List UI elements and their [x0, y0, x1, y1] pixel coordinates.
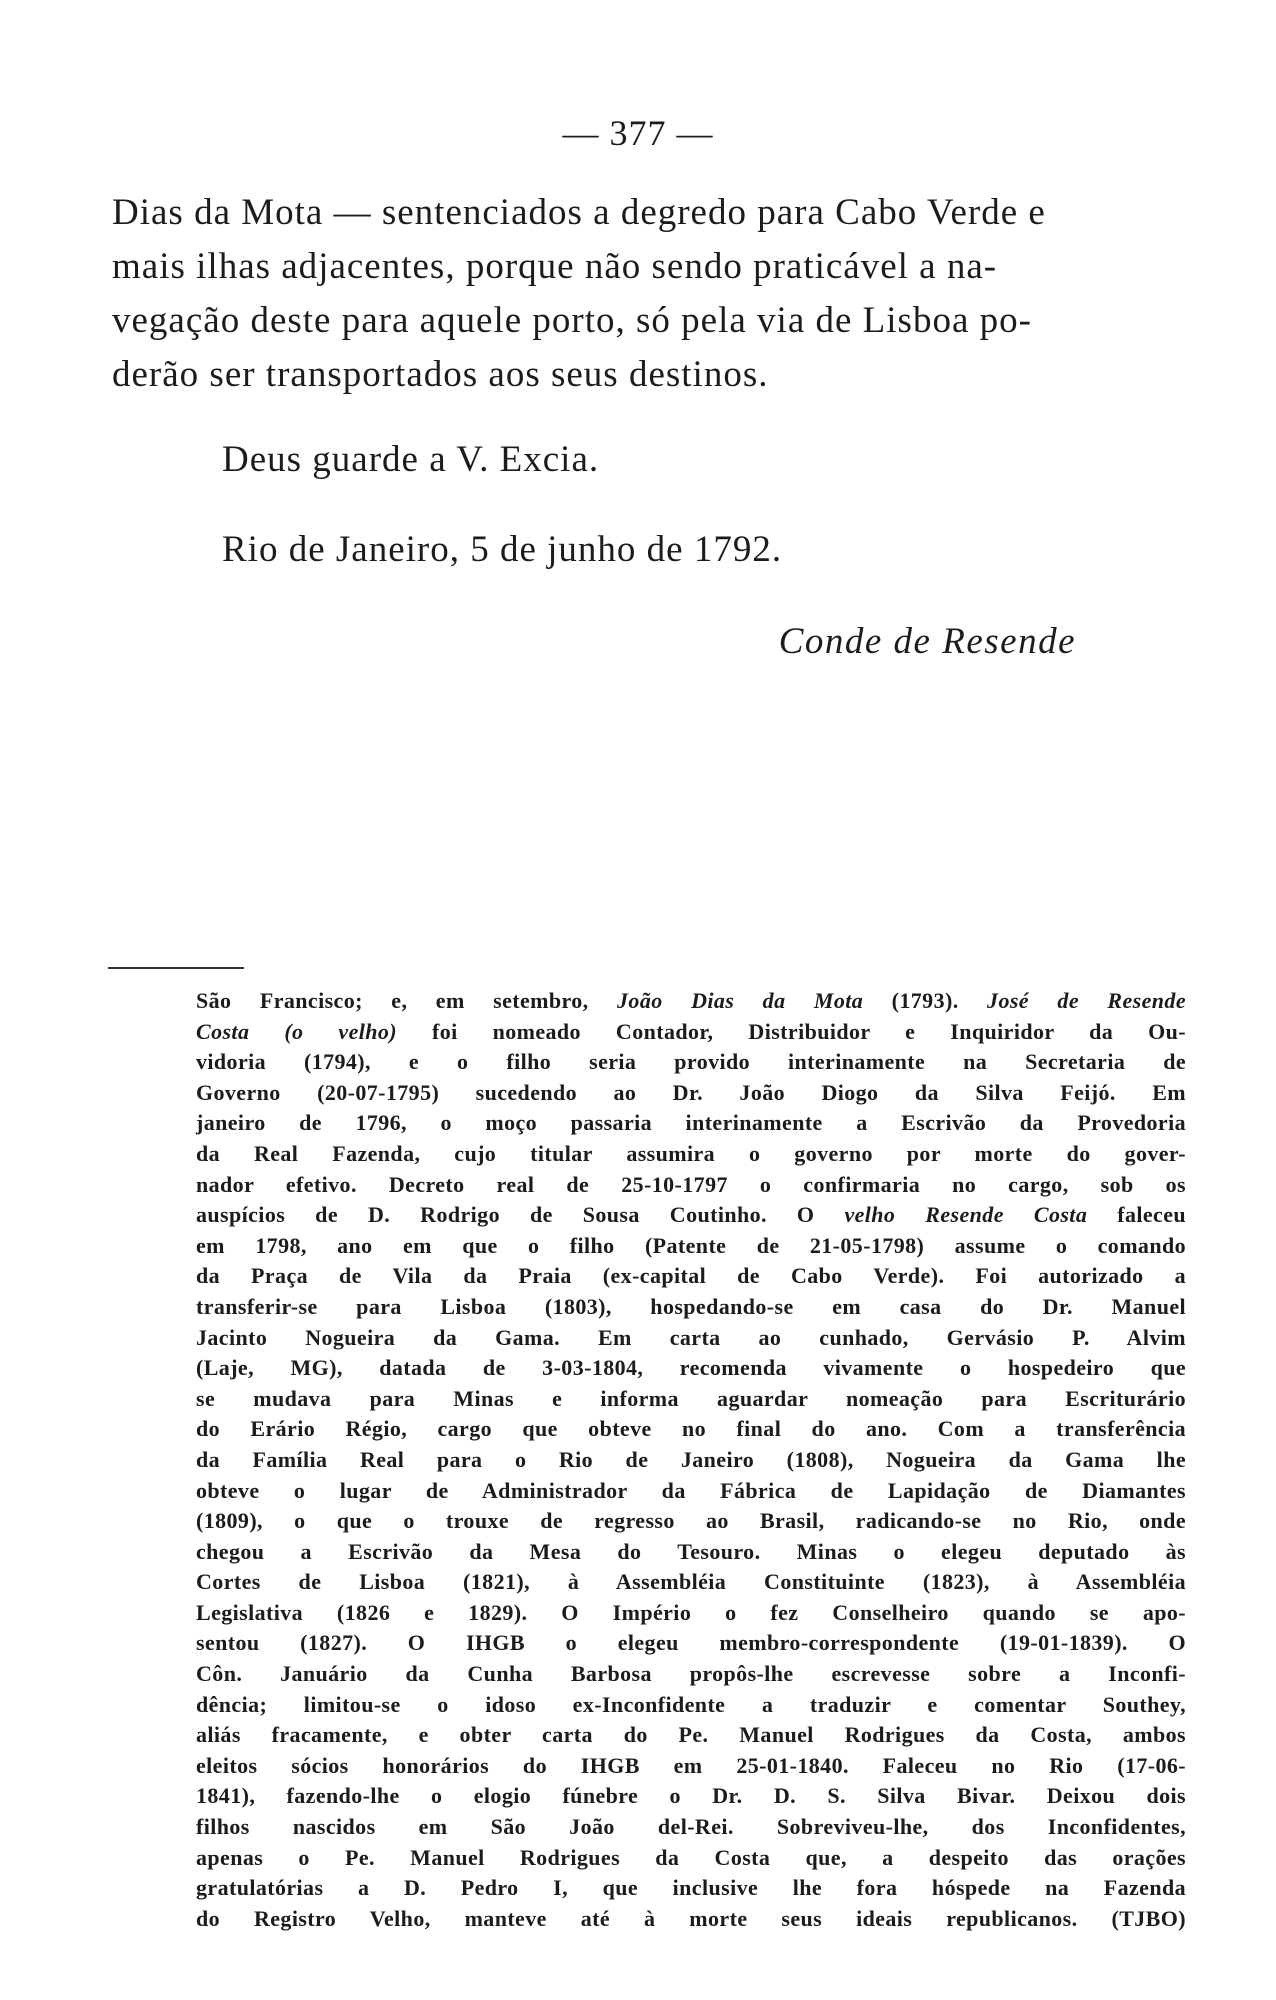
footnote-line: [196, 1659, 1186, 1690]
footnote-separator: [108, 967, 244, 969]
footnote-text: eleitos sócios honorários do IHGB em 25-01-1840. Faleceu no Rio (17-06-: [196, 1752, 1186, 1778]
footnote-text: filhos nascidos em São João del-Rei. Sobreviveu-lhe, dos Inconfidentes,: [196, 1814, 1186, 1840]
letter-signature: Conde de Resende: [778, 621, 1076, 662]
footnote-line: [196, 1017, 1186, 1048]
footnote-text: da Real Fazenda, cujo titular assumira o governo por morte do gover-: [196, 1140, 1186, 1166]
footnote-text: (1793).: [863, 988, 988, 1013]
footnote-line: [196, 1751, 1186, 1782]
footnote-line: [196, 1598, 1186, 1629]
footnote-line: [196, 986, 1186, 1017]
footnote-text: Legislativa (1826 e 1829). O Império o fez Conselheiro quando se apo-: [196, 1599, 1186, 1625]
footnote-line: [196, 1414, 1186, 1445]
footnote-line: [196, 1231, 1186, 1262]
footnote-line: [196, 1323, 1186, 1354]
footnote-text: Cortes de Lisboa (1821), à Assembléia Constituinte (1823), à Assembléia: [196, 1569, 1186, 1595]
footnote-line: [196, 1873, 1186, 1904]
footnote-line: [196, 1384, 1186, 1415]
footnote-text: (1809), o que o trouxe de regresso ao Brasil, radicando-se no Rio, onde: [196, 1508, 1186, 1534]
letter-body-line: derão ser transportados aos seus destinos.: [112, 354, 769, 395]
footnote-line: [196, 1047, 1186, 1078]
footnote: [196, 986, 1186, 1934]
footnote-text: vidoria (1794), e o filho seria provido interinamente na Secretaria de: [196, 1049, 1186, 1075]
footnote-text: do Erário Régio, cargo que obteve no final do ano. Com a transferência: [196, 1416, 1186, 1442]
page-number: — 377 —: [562, 113, 714, 153]
footnote-text: em 1798, ano em que o filho (Patente de 21-05-1798) assume o comando: [196, 1232, 1186, 1258]
footnote-line: [196, 1292, 1186, 1323]
footnote-text: Governo (20-07-1795) sucedendo ao Dr. João Diogo da Silva Feijó. Em: [196, 1079, 1186, 1105]
footnote-text: Côn. Januário da Cunha Barbosa propôs-lhe escrevesse sobre a Inconfi-: [196, 1661, 1186, 1687]
footnote-line: [196, 1170, 1186, 1201]
footnote-line: [196, 1720, 1186, 1751]
footnote-line: [196, 1445, 1186, 1476]
footnote-line: [196, 1139, 1186, 1170]
footnote-text: apenas o Pe. Manuel Rodrigues da Costa que, a despeito das orações: [196, 1844, 1186, 1870]
footnote-text: do Registro Velho, manteve até à morte seus ideais republicanos. (TJBO): [196, 1905, 1186, 1931]
footnote-text: Jacinto Nogueira da Gama. Em carta ao cunhado, Gervásio P. Alvim: [196, 1324, 1186, 1350]
footnote-line: [196, 1812, 1186, 1843]
footnote-text: auspícios de D. Rodrigo de Sousa Coutinho. O: [196, 1202, 845, 1228]
letter-body-line: Dias da Mota — sentenciados a degredo para Cabo Verde e: [112, 192, 1046, 233]
letter-dateline: Rio de Janeiro, 5 de junho de 1792.: [222, 529, 783, 570]
footnote-line: [196, 1200, 1186, 1231]
footnote-line: [196, 1904, 1186, 1935]
footnote-text: obteve o lugar de Administrador da Fábrica de Lapidação de Diamantes: [196, 1477, 1186, 1503]
footnote-text: se mudava para Minas e informa aguardar nomeação para Escriturário: [196, 1385, 1186, 1411]
footnote-line: [196, 1506, 1186, 1537]
footnote-text: aliás fracamente, e obter carta do Pe. Manuel Rodrigues da Costa, ambos: [196, 1722, 1186, 1748]
footnote-line: [196, 1108, 1186, 1139]
footnote-text: (Laje, MG), datada de 3-03-1804, recomenda vivamente o hospedeiro que: [196, 1355, 1186, 1381]
footnote-line: [196, 1567, 1186, 1598]
footnote-text: São Francisco; e, em setembro,: [196, 988, 618, 1013]
footnote-line: [196, 1781, 1186, 1812]
footnote-text: da Família Real para o Rio de Janeiro (1808), Nogueira da Gama lhe: [196, 1446, 1186, 1472]
footnote-text: da Praça de Vila da Praia (ex-capital de Cabo Verde). Foi autorizado a: [196, 1263, 1186, 1289]
footnote-text: janeiro de 1796, o moço passaria interinamente a Escrivão da Provedoria: [196, 1110, 1186, 1136]
footnote-text: chegou a Escrivão da Mesa do Tesouro. Minas o elegeu deputado às: [196, 1538, 1186, 1564]
footnote-text: transferir-se para Lisboa (1803), hospedando-se em casa do Dr. Manuel: [196, 1293, 1186, 1319]
footnote-italic-text: velho Resende Costa: [844, 1202, 1088, 1228]
footnote-text: foi nomeado Contador, Distribuidor e Inquiridor da Ou-: [397, 1018, 1186, 1044]
footnote-line: [196, 1261, 1186, 1292]
footnote-line: [196, 1843, 1186, 1874]
footnote-line: [196, 1628, 1186, 1659]
footnote-italic-text: José de Resende: [987, 988, 1186, 1013]
letter-body-line: mais ilhas adjacentes, porque não sendo praticável a na-: [112, 246, 998, 287]
footnote-line: [196, 1537, 1186, 1568]
letter-body-line: vegação deste para aquele porto, só pela via de Lisboa po-: [112, 300, 1032, 341]
footnote-text: 1841), fazendo-lhe o elogio fúnebre o Dr. D. S. Silva Bivar. Deixou dois: [196, 1783, 1186, 1809]
letter-salutation: Deus guarde a V. Excia.: [222, 439, 600, 480]
footnote-italic-text: João Dias da Mota: [617, 988, 864, 1013]
footnote-text: gratulatórias a D. Pedro I, que inclusive lhe fora hóspede na Fazenda: [196, 1875, 1186, 1901]
footnote-line: [196, 1078, 1186, 1109]
footnote-text: sentou (1827). O IHGB o elegeu membro-correspondente (19-01-1839). O: [196, 1630, 1186, 1656]
footnote-italic-text: Costa (o velho): [196, 1018, 398, 1044]
footnote-text: nador efetivo. Decreto real de 25-10-1797 o confirmaria no cargo, sob os: [196, 1171, 1186, 1197]
footnote-line: [196, 1690, 1186, 1721]
footnote-text: dência; limitou-se o idoso ex-Inconfidente a traduzir e comentar Southey,: [196, 1691, 1186, 1717]
letter-body: [112, 186, 1190, 402]
footnote-line: [196, 1476, 1186, 1507]
footnote-text: faleceu: [1087, 1202, 1187, 1228]
footnote-line: [196, 1353, 1186, 1384]
